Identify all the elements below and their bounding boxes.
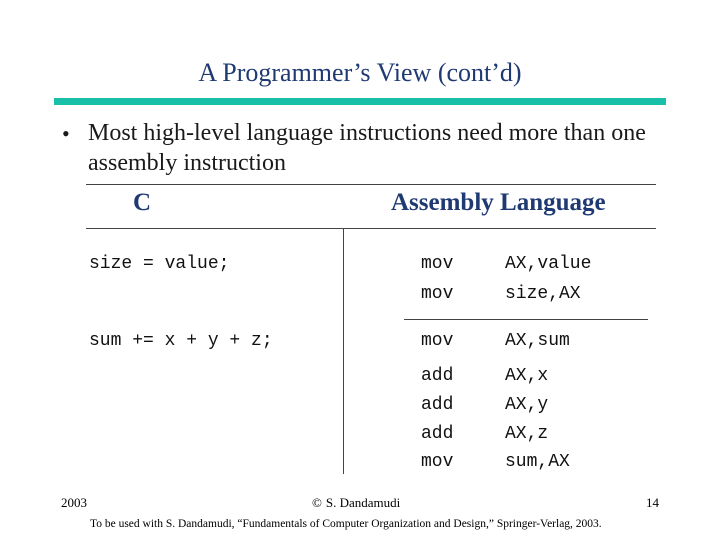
asm-opcode: mov xyxy=(421,452,454,472)
page-number: 14 xyxy=(646,495,659,510)
slide-title: A Programmer’s View (cont’d) xyxy=(198,58,522,87)
asm-opcode: add xyxy=(421,395,454,415)
asm-opcode: mov xyxy=(421,254,454,274)
asm-operands: AX,x xyxy=(505,366,549,386)
footer-author: S. Dandamudi xyxy=(325,495,401,510)
bullet-text: Most high-level language instructions need more than one assembly instruction xyxy=(88,120,646,176)
asm-opcode: add xyxy=(421,366,454,386)
c-statement: size = value; xyxy=(89,254,230,274)
bullet-icon: • xyxy=(62,121,70,146)
table-top-rule xyxy=(86,184,656,185)
copyright-icon: © xyxy=(312,495,322,510)
asm-opcode: mov xyxy=(421,331,454,351)
asm-opcode: add xyxy=(421,424,454,444)
asm-operands: AX,value xyxy=(505,254,592,274)
asm-group-divider xyxy=(404,319,648,320)
table-header-rule xyxy=(86,228,656,229)
footer-year: 2003 xyxy=(61,495,87,510)
asm-operands: sum,AX xyxy=(505,452,570,472)
asm-operands: AX,z xyxy=(505,424,549,444)
asm-opcode: mov xyxy=(421,284,454,304)
c-statement: sum += x + y + z; xyxy=(89,331,273,351)
c-column-header: C xyxy=(133,189,152,216)
table-column-divider xyxy=(343,228,344,474)
asm-operands: size,AX xyxy=(505,284,581,304)
footer-copyright xyxy=(312,495,400,511)
asm-operands: AX,sum xyxy=(505,331,570,351)
asm-column-header: Assembly Language xyxy=(391,189,606,216)
title-underline-bar xyxy=(54,98,666,105)
footer-note: To be used with S. Dandamudi, “Fundamentals of Computer Organization and Design,” Springer-Verlag, 2003. xyxy=(90,518,602,530)
asm-operands: AX,y xyxy=(505,395,549,415)
